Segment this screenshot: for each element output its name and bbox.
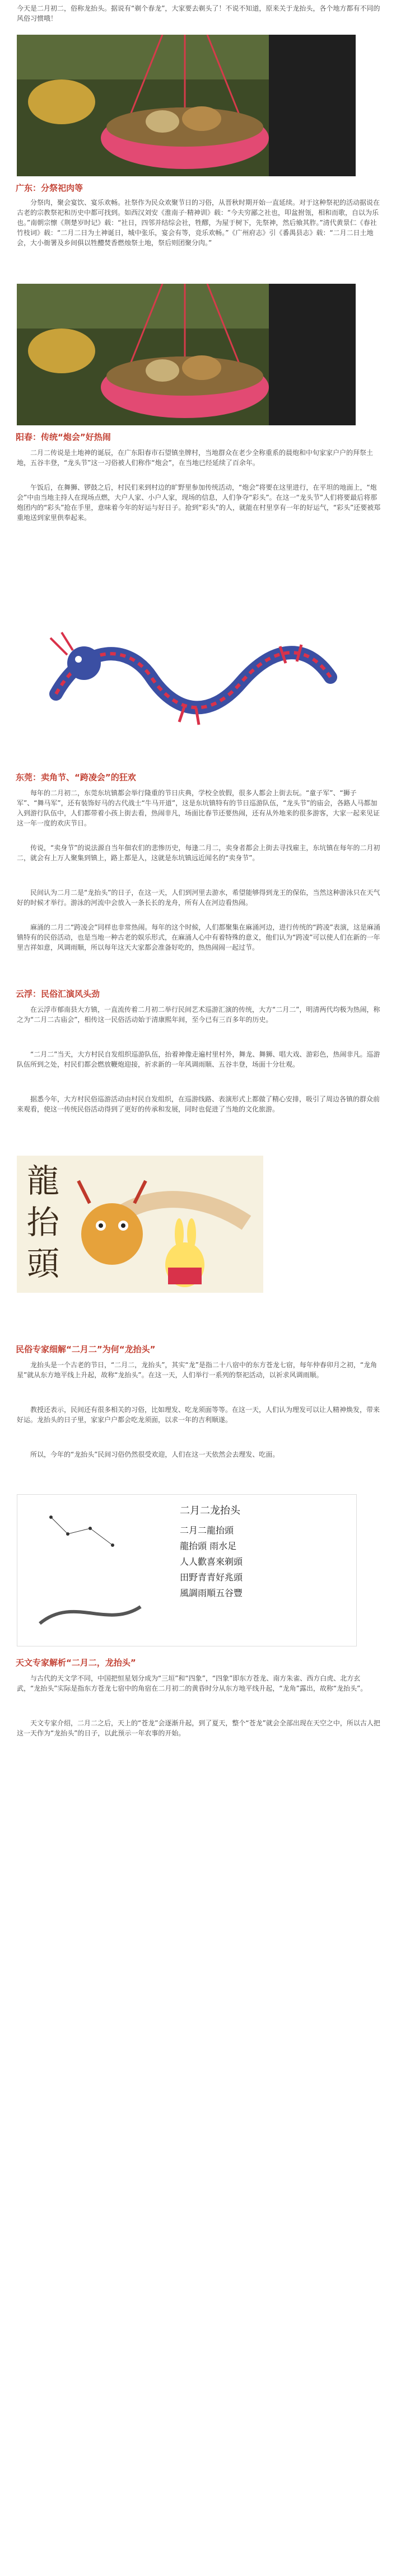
section-title-yunfu: 云浮：民俗汇演风头劲 bbox=[16, 989, 100, 999]
section-paragraph: 麻涌的二月二“跨凌会”同样也非常热闹。每年的这个时候，人们都聚集在麻涌河边，进行传统的“跨凌”表演，这是麻涌镇特有的民俗活动，也是当地一种古老的娱乐形式，在麻涌人心中有着特殊的意义，他们认为“跨凌”可以使人们在新的一年里吉祥如意，风调雨顺，所以每年这天大家都会准备好吃的，热热闹闹一起过节。 bbox=[17, 923, 380, 951]
photo-basket-market-2 bbox=[17, 284, 356, 425]
section-paragraph: 教授还表示，民间还有很多相关的习俗，比如理发、吃龙须面等等。在这一天，人们认为理发可以让人精神焕发，带来好运。龙抬头的日子里，家家户户都会吃龙须面，以求一年的吉利顺遂。 bbox=[17, 1406, 380, 1424]
poem-line: 風調雨順五谷豐 bbox=[180, 1588, 243, 1598]
section-paragraph: 每年的二月初二，东莞东坑镇都会举行隆重的节日庆典，学校全放假，很多人都会上街去玩。“童子军”、“狮子军”、“舞马军”，还有装饰好马的古代战士“牛马开道”，这是东坑镇特有的节日巡游队伍，“龙头节”的庙会，各路人马都加入到游行队伍中，人们都带着小孩上街去看，热闹非凡，场面比春节还要热闹，还有从外地来的很多游客，大家一起来见证这一年一度的欢庆节日。 bbox=[17, 789, 380, 827]
section-paragraph: 与古代的天文学不同，中国把恒星划分成为“三垣”和“四象”，“四象”即东方苍龙、南方朱雀、西方白虎、北方玄武，“龙抬头”实际是指东方苍龙七宿中的角宿在二月初二的黄昏时分从东方地平线升起，“龙角”露出，故称“龙抬头”。 bbox=[17, 1674, 367, 1692]
poem-line: 二月二龍抬頭 bbox=[180, 1525, 234, 1536]
section-title-astronomy-expert: 天文专家解析“二月二，龙抬头” bbox=[16, 1658, 136, 1668]
section-paragraph: 天文专家介绍，二月二之后，天上的“苍龙”会逐渐升起，到了夏天，整个“苍龙”就会全部出现在天空之中，所以古人把这一天作为“龙抬头”的日子，以此预示一年农事的开始。 bbox=[17, 1719, 380, 1737]
section-paragraph: “二月二”当天，大方村民自发组织巡游队伍，抬着神像走遍村里村外，舞龙、舞狮、唱大戏、游彩色，热闹非凡。巡游队伍所到之处，村民们都会燃放鞭炮迎接，祈求新的一年风调雨顺、五谷丰登，场面十分壮观。 bbox=[17, 1050, 380, 1068]
section-title-guangdong: 广东：分祭祀肉等 bbox=[16, 183, 83, 193]
cartoon-dragon-card bbox=[17, 1156, 263, 1293]
intro-paragraph: 今天是二月初二，俗称龙抬头。据说有“剃个春龙”，大家要去剃头了！不说不知道，原来关于龙抬头，各个地方都有不同的风俗习惯哦！ bbox=[17, 4, 380, 22]
section-paragraph: 分祭肉，聚会宴饮、宴乐欢畅。社祭作为民众欢聚节日的习俗，从晋秋时期开始一直延续。对于这种祭祀的活动据说在古老的宗教祭祀和历史中都可找到。如西汉刘安《淮南子·精神训》载：“今夫穷鄙之社也，叩盆拊瓴，相和而歌，自以为乐也。”南朝宗懔《荆楚岁时记》载：“社日，四邻并结综会社，牲醪，为屋于树下，先祭神，然后飨其胙。”清代黄景仁《春社竹枝词》载：“二月二日为土神诞日，城中张乐，宴会有等，竞乐欢畅。”《广州府志》引《番禺县志》载：“二月二日土地会，大小衙署及乡间俱以牲醴焚香燃烛祭土地，祭后则团聚分肉。” bbox=[17, 199, 380, 247]
poem-line: 人人歡喜來剃頭 bbox=[180, 1556, 243, 1567]
section-title-folklore-expert: 民俗专家细解“二月二”为何“龙抬头” bbox=[16, 1344, 156, 1354]
section-paragraph: 午饭后，在舞狮、锣鼓之后，村民们来到村边的旷野里参加传统活动，“炮会”将要在这里进行，在平坦的地面上，“炮会”中由当地主持人在现场点燃，大户人家、小户人家，现场的信息，人们争夺“彩头”。在这一“龙头节”人们将要最后将那炮团内的“彩头”抢在手里，意味着今年的好运与好日子。抢到“彩头”的人，就能在村里享有一年的好运气，“彩头”还要被郑重地送到家里供奉起来。 bbox=[17, 484, 381, 522]
ink-poem-illustration bbox=[17, 1494, 357, 1646]
photo-basket-market-1 bbox=[17, 35, 356, 176]
section-title-dongguan: 东莞：卖角节、“跨凌会”的狂欢 bbox=[16, 772, 136, 782]
poem-line: 龍抬頭 雨水足 bbox=[180, 1541, 237, 1551]
card-char-1: 龍 bbox=[27, 1162, 60, 1200]
section-paragraph: 传说，“卖身节”的说法源自当年佃农们的悲惨历史，每逢二月二，卖身者都会上街去寻找雇主，东坑镇在每年的二月初二，就会有上万人聚集到镇上，路上都是人，这就是东坑镇远近闻名的“卖身节”。 bbox=[17, 844, 380, 862]
card-char-3: 頭 bbox=[27, 1245, 60, 1283]
section-paragraph: 民间认为二月二是“龙抬头”的日子，在这一天，人们到河里去游水，希望能够得到龙王的保佑，当然这种游泳只在天气好的时候才举行。游泳的河流中会放入一条长长的龙舟，所有人在河边看热闹。 bbox=[17, 889, 380, 907]
poem-title: 二月二龙抬头 bbox=[180, 1505, 240, 1517]
section-paragraph: 据悉今年，大方村民俗巡游活动由村民自发组织，在巡游线路、表演形式上都做了精心安排，吸引了周边各镇的群众前来观看，使这一传统民俗活动得到了更好的传承和发展，同时也促进了当地的文化旅游。 bbox=[17, 1095, 380, 1113]
section-paragraph: 在云浮市郁南县大方镇，一直流传着二月初二举行民间艺术巡游汇演的传统，大方“二月二”，明清两代均极为热闹，称之为“二月二古庙会”，相传这一民俗活动始于清康熙年间，至今已有三百多年的历史。 bbox=[17, 1006, 380, 1024]
poem-line: 田野青青好兆頭 bbox=[180, 1572, 243, 1583]
section-paragraph: 二月二传说是土地神的诞辰，在广东阳春市石望镇坐牌村，当地群众在老少全称重系的晨炮和中旬家家户户的拜祭土地，五谷丰登，“龙头节”这一习俗被人们称作“炮会”，在当地已经延续了百余年。 bbox=[17, 449, 374, 467]
section-paragraph: 所以，今年的“龙抬头”民间习俗仍然很受欢迎，人们在这一天依然会去理发、吃面。 bbox=[30, 1451, 279, 1458]
section-title-yangchun: 阳春：传统“炮会”好热闹 bbox=[16, 432, 111, 442]
dragon-painting bbox=[17, 610, 356, 756]
card-char-2: 抬 bbox=[27, 1203, 60, 1241]
section-paragraph: 龙抬头是一个古老的节日，“二月二，龙抬头”，其实“龙”是指二十八宿中的东方苍龙七宿，每年仲春卯月之初，“龙角星”就从东方地平线上升起，故称“龙抬头”。在这一天，人们举行一系列的祭祀活动，以祈求风调雨顺。 bbox=[17, 1361, 378, 1379]
